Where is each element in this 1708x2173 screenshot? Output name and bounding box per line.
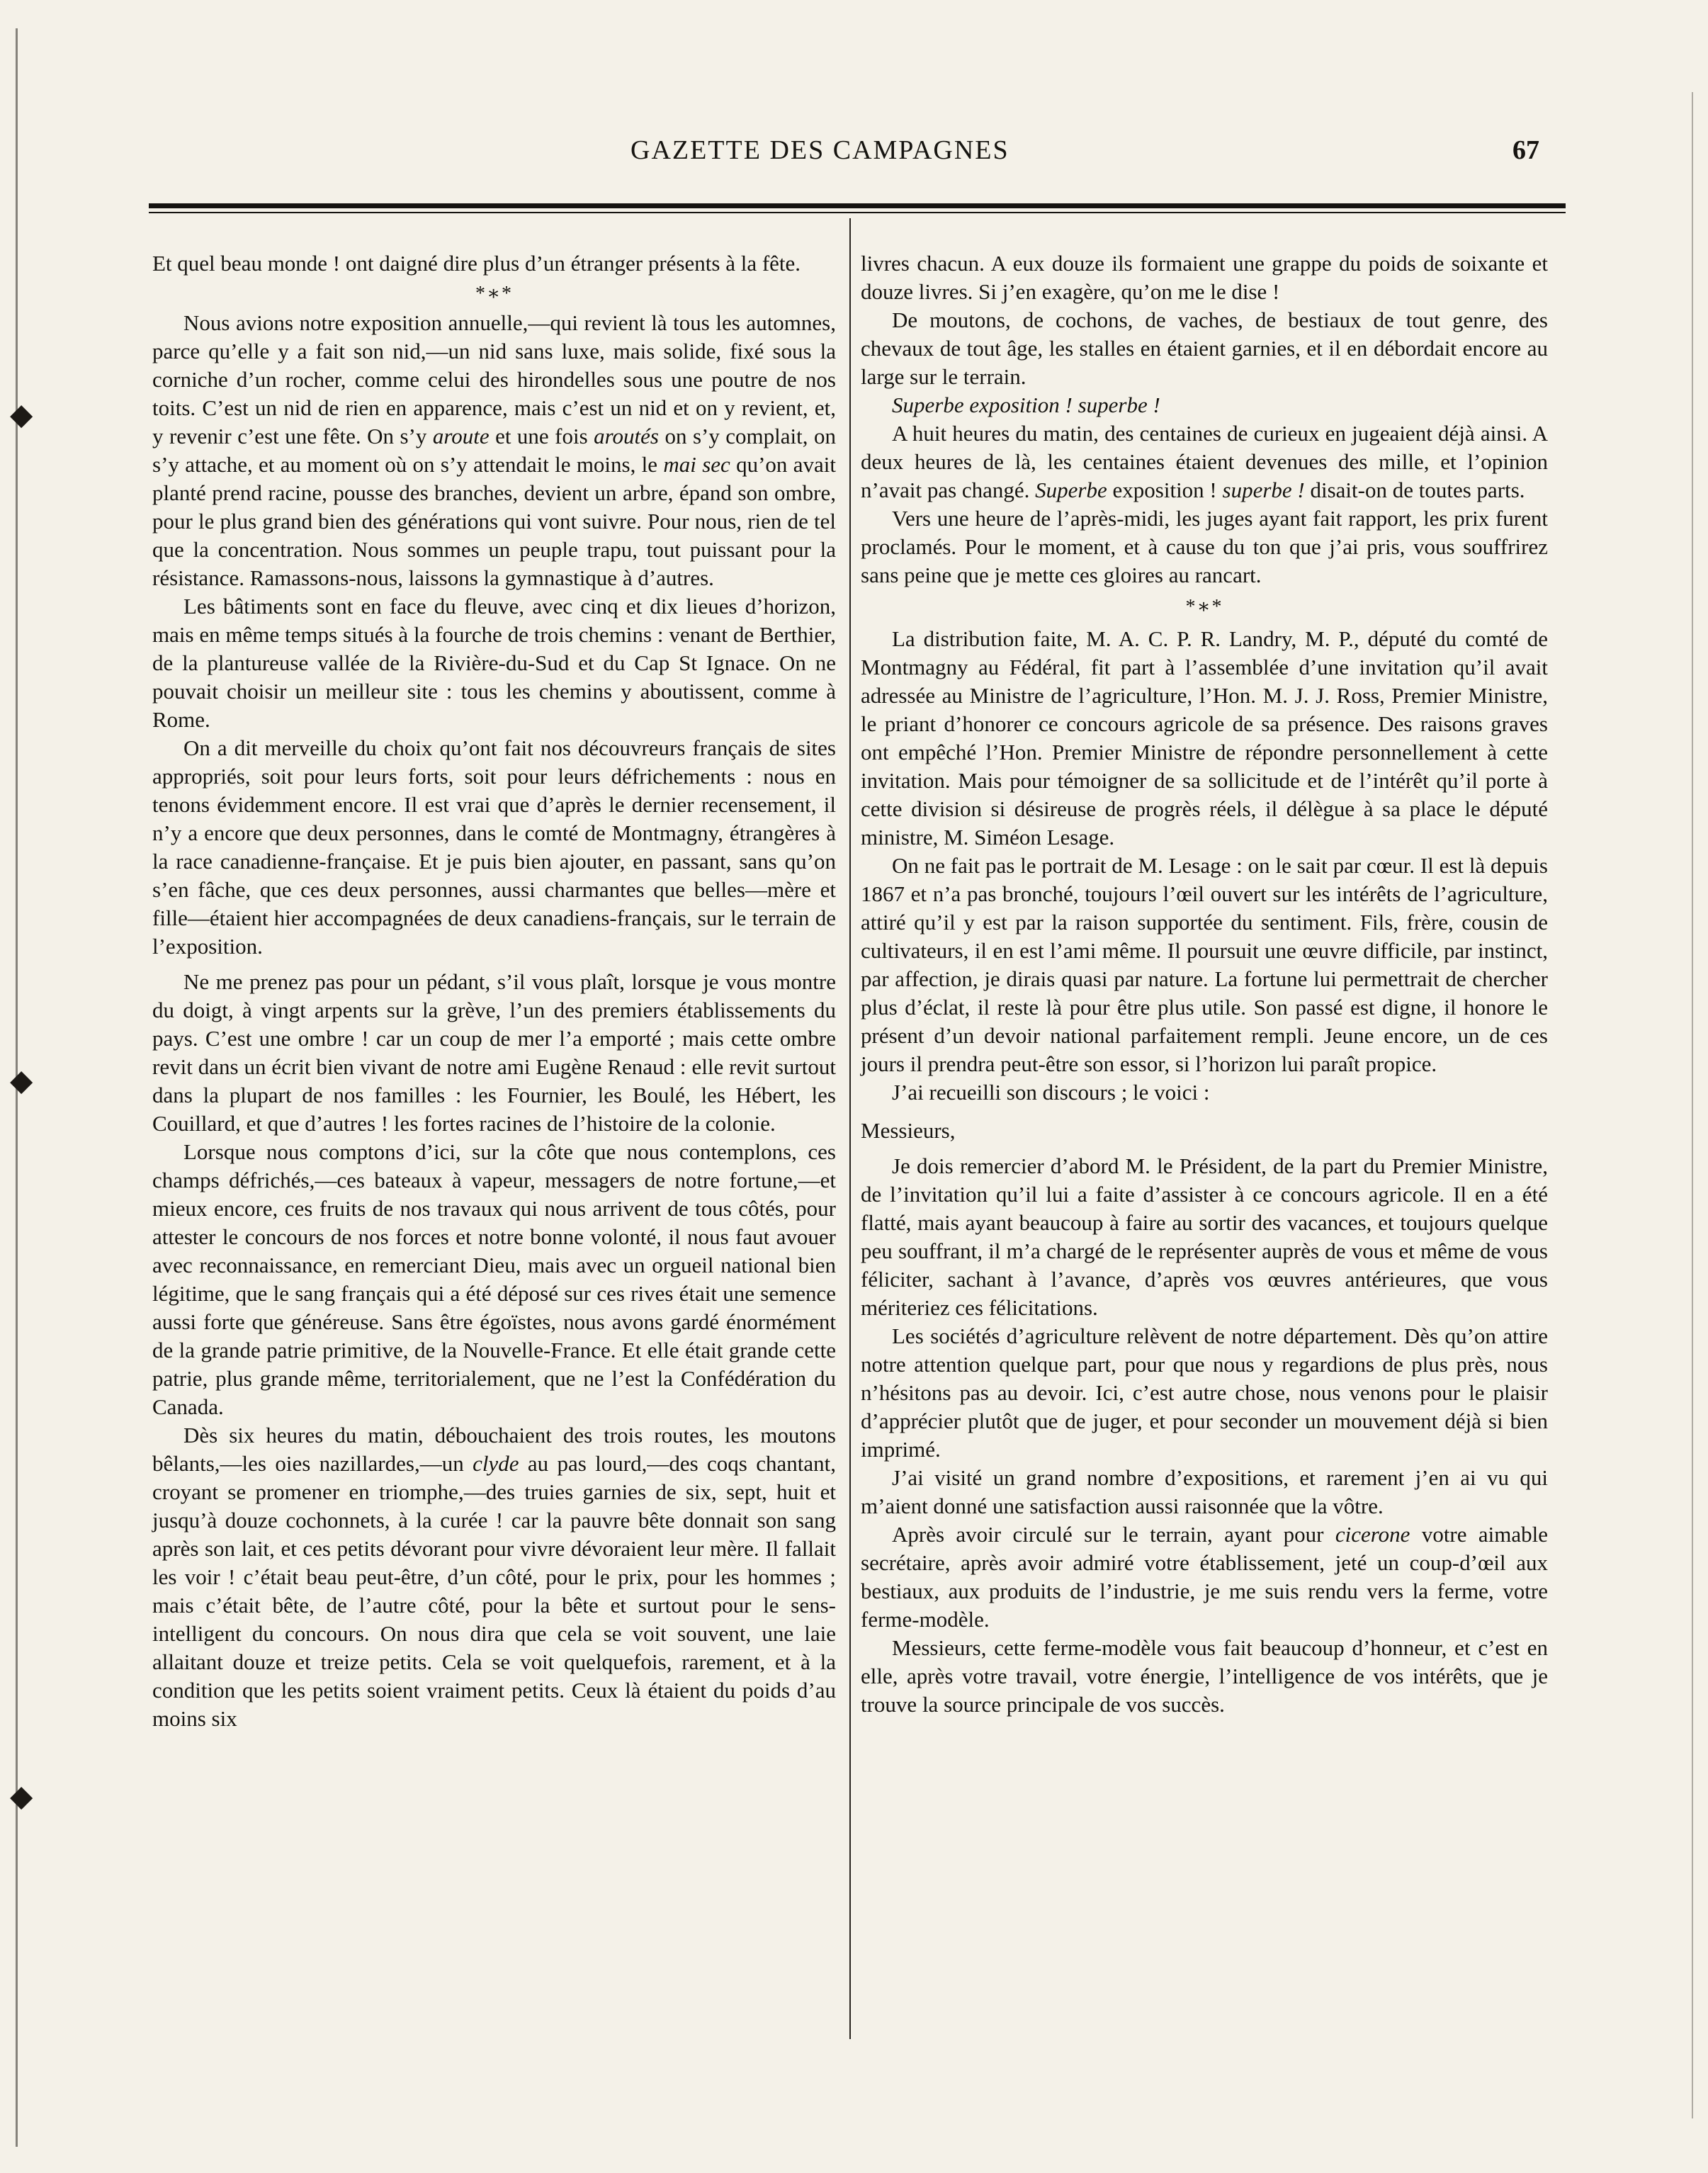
paragraph: On a dit merveille du choix qu’ont fait nos découvreurs français de sites appropriés, soit pour leurs forts, soit pour leurs défrichements : nous en tenons évidemment encore. Il est vrai que d’après le dernier recensement, il n’y a encore que deux personnes, dans le comté de Montmagny, étrangères à la race canadienne-française. Et je puis bien ajouter, en passant, sans qu’on s’en fâche, que ces deux personnes, aussi charmantes que belles—mère et fille—étaient hier accompagnées de deux canadiens-français, sur le terrain de l’exposition.	[152, 735, 836, 959]
paragraph: De moutons, de cochons, de vaches, de bestiaux de tout genre, des chevaux de tout âge, les stalles en étaient garnies, et il en débordait encore au large sur le terrain.	[861, 307, 1548, 389]
paragraph: Lorsque nous comptons d’ici, sur la côte que nous contemplons, ces champs défrichés,—ces bateaux à vapeur, messagers de notre fortune,—et mieux encore, ces fruits de nos travaux qui nous arrivent de tous côtés, pour attester le concours de nos forces et notre bonne volonté, il nous faut avouer avec reconnaissance, en remerciant Dieu, mais avec un orgueil national bien légitime, que le sang français qui a été déposé sur ces rives était une semence aussi forte que généreuse. Sans être égoïstes, nous avons gardé énormément de la grande patrie primitive, de la Nouvelle-France. Et elle était grande cette patrie, plus grande même, territorialement, que ne l’est la Confédération du Canada.	[152, 1139, 836, 1419]
paragraph: Les bâtiments sont en face du fleuve, avec cinq et dix lieues d’horizon, mais en même temps situés à la fourche de trois chemins : venant de Berthier, de la plantureuse vallée de la Rivière-du-Sud et du Cap St Ignace. On ne pouvait choisir un meilleur site : tous les chemins y aboutissent, comme à Rome.	[152, 594, 836, 732]
speech-salutation: Messieurs,	[861, 1118, 956, 1143]
section-asterism: *∗*	[1185, 596, 1223, 618]
page-header	[142, 135, 1559, 184]
paragraph: livres chacun. A eux douze ils formaient une grappe du poids de soixante et douze livres. Si j’en exagère, qu’on me le dise !	[861, 251, 1548, 304]
paragraph: Vers une heure de l’après-midi, les juges ayant fait rapport, les prix furent proclamés. Pour le moment, et à cause du ton que j’ai pris, vous souffrirez sans peine que je mette ces gloires au rancart.	[861, 506, 1548, 587]
paragraph: On ne fait pas le portrait de M. Lesage : on le sait par cœur. Il est là depuis 1867 et n’a pas bronché, toujours l’œil ouvert sur les intérêts de l’agriculture, attiré qu’il y est par la raison supportée du sentiment. Fils, frère, cousin de cultivateurs, il en est l’ami même. Il poursuit une œuvre difficile, par instinct, par affection, je dirais quasi par nature. La fortune lui permettrait de chercher plus d’éclat, il reste là pour être plus utile. Son passé est digne, il honore le présent d’un devoir national parfaitement rempli. Jeune encore, un de ces jours il prendra peut-être son essor, si l’horizon lui paraît propice.	[861, 853, 1548, 1076]
paragraph: J’ai recueilli son discours ; le voici :	[892, 1080, 1210, 1105]
page-edge-right	[1692, 92, 1693, 2118]
paragraph: Messieurs, cette ferme-modèle vous fait beaucoup d’honneur, et c’est en elle, après votre travail, votre énergie, l’intelligence de vos intérêts, que je trouve la source principale de vos succès.	[861, 1635, 1548, 1717]
paragraph: Les sociétés d’agriculture relèvent de notre département. Dès qu’on attire notre attention quelque part, pour que nous y regardions de plus près, nous n’hésitons pas au devoir. Ici, c’est autre chose, nous venons pour le plaisir d’apprécier plutôt que de juger, et pour seconder un mouvement déjà si bien imprimé.	[861, 1323, 1548, 1462]
paragraph: J’ai visité un grand nombre d’expositions, et rarement j’en ai vu qui m’aient donné une satisfaction aussi raisonnée que la vôtre.	[861, 1465, 1548, 1518]
binding-mark: ◆	[10, 399, 33, 431]
header-rule	[149, 203, 1566, 208]
paragraph: Dès six heures du matin, débouchaient des trois routes, les moutons bêlants,—les oies nazillardes,—un clyde au pas lourd,—des coqs chantant, croyant se promener en triomphe,—des truies garnies de six, sept, huit et jusqu’à douze cochonnets, à la curée ! car la pauvre bête donnait son sang après son lait, et ces petits dévorant pour vivre dévoraient leur mère. Il fallait les voir ! c’était beau peut-être, d’un côté, pour le prix, pour les hommes ; mais c’était bête, de l’autre côté, pour la bête et surtout pour le sens-intelligent du concours. On nous dira que cela se voit souvent, une laie allaitant douze et treize petits. Cela se voit quelquefois, rarement, et à la condition que les petits soient vraiment petits. Ceux là étaient du poids d’au moins six	[152, 1423, 836, 1731]
paragraph: A huit heures du matin, des centaines de curieux en jugeaient déjà ainsi. A deux heures de là, les centaines étaient devenues des mille, et l’opinion n’avait pas changé. Superbe exposition ! superbe ! disait-on de toutes parts.	[861, 421, 1548, 502]
left-column	[152, 249, 836, 1733]
paragraph: Et quel beau monde ! ont daigné dire plus d’un étranger présents à la fête.	[152, 251, 801, 276]
paragraph: Ne me prenez pas pour un pédant, s’il vous plaît, lorsque je vous montre du doigt, à vingt arpents sur la grève, l’un des premiers établissements du pays. C’est une ombre ! car un coup de mer l’a emporté ; mais cette ombre revit dans un écrit bien vivant de notre ami Eugène Renaud : elle revit surtout dans la plupart de nos familles : les Fournier, les Boulé, les Hébert, les Couillard, et que d’autres ! les fortes racines de l’histoire de la colonie.	[152, 969, 836, 1136]
paragraph: Je dois remercier d’abord M. le Président, de la part du Premier Ministre, de l’invitation qu’il lui a faite d’assister à ce concours agricole. Il en a été flatté, mais ayant beaucoup à faire au sortir des vacances, et toujours quelque peu souffrant, il m’a chargé de le représenter auprès de vous et même de vous féliciter, sachant à l’avance, d’après vos œuvres antérieures, que vous mériteriez ces félicitations.	[861, 1153, 1548, 1320]
paragraph: La distribution faite, M. A. C. P. R. Landry, M. P., député du comté de Montmagny au Fédéral, fit part à l’assemblée d’une invitation qu’il avait adressée au Ministre de l’agriculture, l’Hon. M. J. J. Ross, Premier Ministre, le priant d’honorer ce concours agricole de sa présence. Des raisons graves ont empêché l’Hon. Premier Ministre de répondre personnellement à cette invitation. Mais pour témoigner de sa sollicitude et de l’intérêt qu’il porte à cette division si désireuse de progrès réels, il délègue à sa place le député ministre, M. Siméon Lesage.	[861, 626, 1548, 850]
running-title: GAZETTE DES CAMPAGNES	[630, 135, 1009, 165]
paragraph: Nous avions notre exposition annuelle,—qui revient là tous les automnes, parce qu’elle y a fait son nid,—un nid sans luxe, mais solide, fixé sous la corniche d’un rocher, comme celui des hirondelles sous une poutre de nos toits. C’est un nid de rien en apparence, mais c’est un nid et on y revient, et, y revenir c’est une fête. On s’y aroute et une fois aroutés on s’y complait, on s’y attache, et au moment où on s’y attendait le moins, le mai sec qu’on avait planté prend racine, pousse des branches, devient un arbre, épand son ombre, pour le plus grand bien des générations qui vont suivre. Pour nous, rien de tel que la concentration. Nous sommes un peuple trapu, tout puissant pour la résistance. Ramassons-nous, laissons la gymnastique à d’autres.	[152, 310, 836, 590]
binding-mark: ◆	[10, 1780, 33, 1813]
page-number: 67	[1512, 135, 1539, 165]
right-column	[861, 249, 1548, 1719]
column-divider	[849, 218, 851, 2039]
paragraph: Superbe exposition ! superbe !	[892, 393, 1160, 417]
header-rule-thin	[149, 212, 1566, 213]
binding-mark: ◆	[10, 1065, 33, 1097]
section-asterism: *∗*	[475, 283, 514, 305]
paragraph: Après avoir circulé sur le terrain, ayant pour cicerone votre aimable secrétaire, après avoir admiré votre établissement, jeté un coup-d’œil aux bestiaux, aux produits de l’industrie, je me suis rendu vers la ferme, votre ferme-modèle.	[861, 1522, 1549, 1632]
